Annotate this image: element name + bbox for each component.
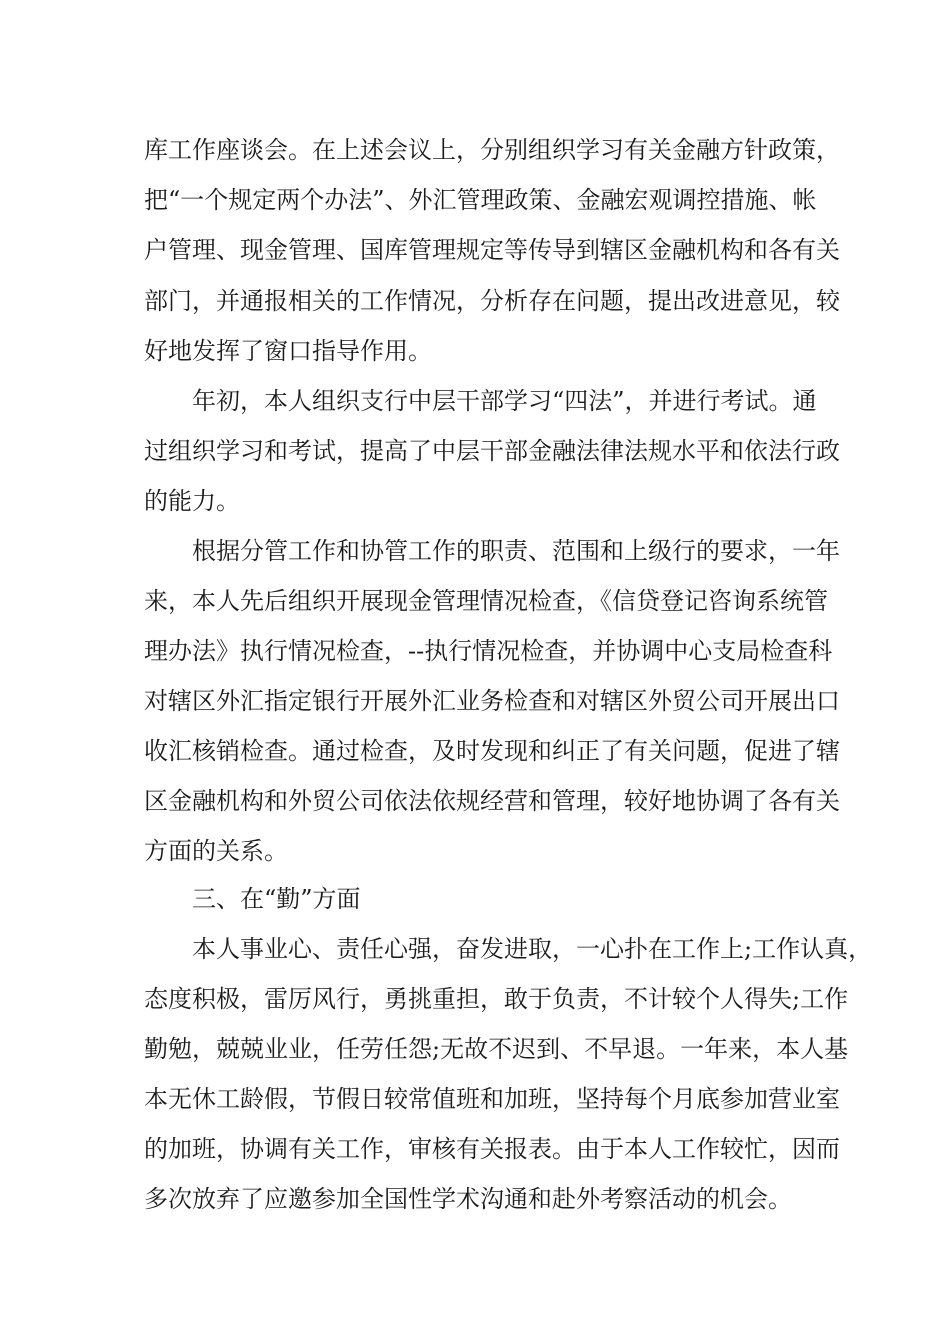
text-line-15: 方面的关系。 (144, 837, 288, 865)
text-line-5: 好地发挥了窗口指导作用。 (144, 337, 432, 365)
text-line-22: 多次放弃了应邀参加全国性学术沟通和赴外考察活动的机会。 (144, 1185, 792, 1213)
text-line-18: 态度积极，雷厉风行，勇挑重担，敢于负责，不计较个人得失;工作 (144, 985, 849, 1013)
paragraph-start-line: 根据分管工作和协管工作的职责、范围和上级行的要求，一年 (192, 537, 840, 565)
paragraph-start-line: 年初，本人组织支行中层干部学习“四法”，并进行考试。通 (192, 387, 817, 415)
text-line-7: 过组织学习和考试，提高了中层干部金融法律法规水平和依法行政 (144, 437, 840, 465)
text-line-10: 来，本人先后组织开展现金管理情况检查，《信贷登记咨询系统管 (144, 587, 828, 615)
text-line-3: 户管理、现金管理、国库管理规定等传导到辖区金融机构和各有关 (144, 236, 840, 264)
paragraph-start-line: 本人事业心、责任心强，奋发进取，一心扑在工作上;工作认真， (192, 935, 873, 963)
text-line-19: 勤勉，兢兢业业，任劳任怨;无故不迟到、不早退。一年来，本人基 (144, 1035, 849, 1063)
text-line-1: 库工作座谈会。在上述会议上，分别组织学习有关金融方针政策， (144, 136, 840, 164)
text-line-8: 的能力。 (144, 487, 240, 515)
text-line-2: 把“一个规定两个办法”、外汇管理政策、金融宏观调控措施、帐 (144, 186, 817, 214)
text-line-12: 对辖区外汇指定银行开展外汇业务检查和对辖区外贸公司开展出口 (144, 687, 840, 715)
text-line-21: 的加班，协调有关工作，审核有关报表。由于本人工作较忙，因而 (144, 1135, 840, 1163)
text-line-20: 本无休工龄假，节假日较常值班和加班，坚持每个月底参加营业室 (144, 1085, 840, 1113)
text-line-4: 部门，并通报相关的工作情况，分析存在问题，提出改进意见，较 (144, 287, 840, 315)
section-heading: 三、在“勤”方面 (192, 885, 361, 913)
text-line-11: 理办法》执行情况检查，--执行情况检查，并协调中心支局检查科 (144, 637, 833, 665)
text-line-13: 收汇核销检查。通过检查，及时发现和纠正了有关问题，促进了辖 (144, 737, 840, 765)
text-line-14: 区金融机构和外贸公司依法依规经营和管理，较好地协调了各有关 (144, 787, 840, 815)
